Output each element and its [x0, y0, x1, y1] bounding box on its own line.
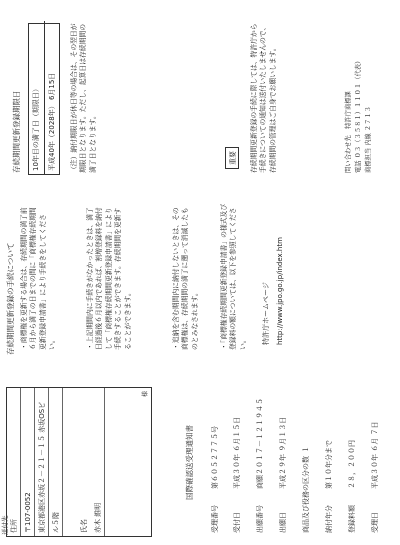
address-label: 住所 [7, 388, 21, 536]
contact-phone: 電話 ０３（３５８１）１１０１（代表） [355, 57, 362, 173]
expiry-title: 存続期間更新登録期限日 [12, 90, 21, 173]
field-value: １ [302, 446, 310, 453]
renewal-bullet-2: ・上記期間内に手続きがなかったときは、満了日経過後６月以内であれば、割増登録料を納付して「商標権存続期間更新登録申請書」により手続きすることができます。存続期間を更新することができます。 [86, 207, 132, 350]
field-row [232, 417, 242, 533]
field-row [255, 398, 265, 533]
expiry-note: （注）納付期限日が休日等の場合は、その翌日が期限日となります。ただし、起算日は存続期間の満了日となります。 [70, 23, 97, 173]
field-value: 平成３０年 ６月 ７日 [371, 421, 379, 489]
field-label: 受理日 [371, 512, 379, 533]
jpo-homepage-label: 特許庁ホームページ [262, 282, 270, 345]
field-value: 平成３０年 ６月１５日 [233, 416, 241, 489]
field-label: 出願番号 [256, 505, 264, 533]
field-label: 受付日 [233, 512, 241, 533]
field-label: 出願日 [279, 512, 287, 533]
recipient-name: 赤木 維明 [91, 388, 105, 536]
important-text: 存続期間更新登録の手続に際しては、特許庁から手続きについての通知は送付いたしませんので、存続期間の管理はご自身でお願いします。 [250, 23, 277, 173]
field-label: 商品及び役務の区分の数 [302, 456, 310, 533]
field-value: 平成２９年 ９月１３日 [279, 416, 287, 489]
expiry-box [28, 23, 60, 175]
field-row [210, 426, 220, 533]
postal-code: 〒107-0052 [21, 388, 35, 536]
name-label: 氏名 [80, 519, 88, 533]
field-row [324, 440, 334, 533]
field-row [278, 417, 288, 533]
field-label: 受理番号 [211, 505, 219, 533]
address-line1: 東京都港区赤坂２－２１－１５ 赤坂OSビ [35, 388, 49, 536]
notice-title: 国際確認送受理通知書 [185, 425, 194, 500]
expiry-term: 10年目の満了日（期限日） [29, 21, 45, 174]
address-line2: ル５階 [49, 388, 63, 536]
field-value: 商願２０１７－１２１９４５ [256, 398, 264, 489]
renewal-procedure-title: 存続期間更新登録の手続について [6, 242, 15, 355]
important-tag: 重要 [225, 147, 239, 169]
recipient-header: 送付先 [1, 515, 9, 535]
honorific-seal: 様 [142, 391, 149, 398]
contact-extension: 商標担当 内線 ２７１３ [365, 106, 372, 173]
address-box [6, 387, 152, 537]
expiry-date: 平成40年（2028年） 6月15日 [48, 72, 56, 171]
renewal-bullet-1: ・商標権を更新する場合は、存続期間の満了前６月から満了の日までの間に「商標権存続期間更新登録申請書」により手続きをしてください。 [20, 207, 57, 350]
field-value: 第１０年分まで [325, 440, 333, 489]
jpo-homepage-link[interactable]: http://www.jpo.go.jp/index.htm [276, 237, 284, 345]
field-label: 登録料額 [348, 505, 356, 533]
renewal-bullet-4: ・「商標権存続期間更新登録申請書」の様式及び登録料の額については、以下を参照してください。 [220, 203, 247, 350]
field-row [301, 446, 311, 533]
renewal-bullet-3: ・追納を含む期間内に納付しないときは、その商標権は、存続期間の満了に遡って消滅したものとみなされます。 [172, 207, 199, 350]
field-label: 納付年分 [325, 505, 333, 533]
field-row [370, 422, 380, 533]
contact-line: 問い合わせ先 特許庁商標課 [345, 91, 352, 173]
field-value: 第６０５２７７５号 [211, 426, 219, 489]
field-value: ２８，２００円 [348, 440, 356, 489]
field-row [347, 440, 357, 533]
